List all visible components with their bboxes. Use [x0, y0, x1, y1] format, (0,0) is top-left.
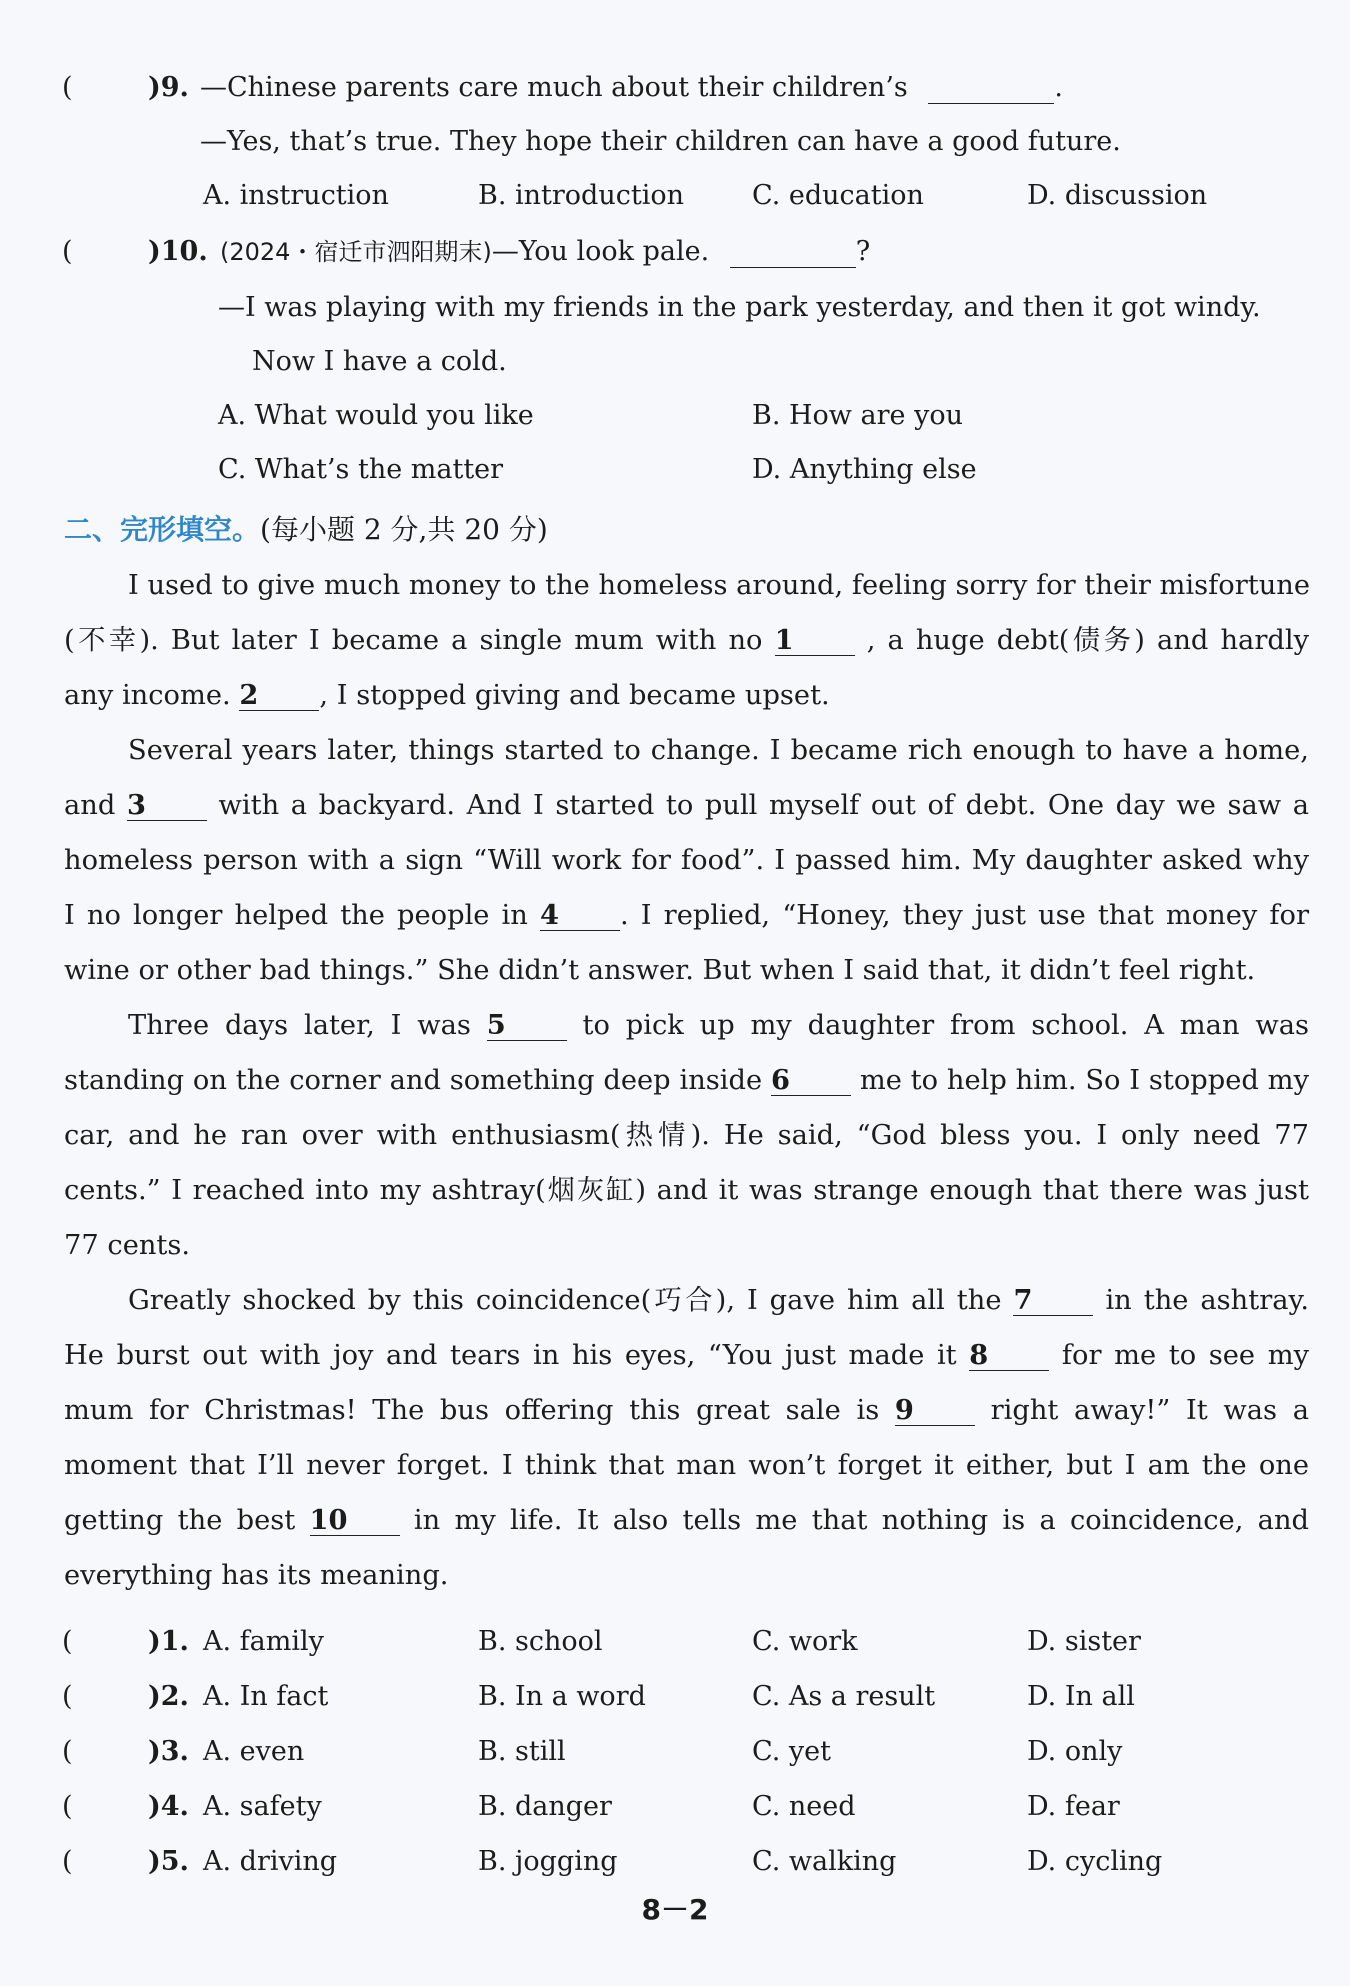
question-number: )1. — [148, 1626, 189, 1657]
question-number: )2. — [148, 1681, 189, 1712]
option-d: D. Anything else — [752, 454, 977, 485]
option-a: A. safety — [203, 1791, 322, 1822]
option-a: A. In fact — [203, 1681, 329, 1712]
option-c: C. As a result — [752, 1681, 936, 1712]
section-title: 二、完形填空。(每小题 2 分,共 20 分) — [64, 513, 548, 546]
passage-line: cents.” I reached into my ashtray(烟灰缸) and it was strange enough that there was just — [64, 1175, 1309, 1206]
option-a: A. instruction — [203, 180, 389, 211]
worksheet-page: ( )9. —Chinese parents care much about their children’s . —Yes, that’s true. They hope their children can have a good future. A. instruction B. introduction C. education D. discussion ( )10. (2024・宿迁市泗阳期末)—You look pale. ? —I was playing with my friends in the park yesterday, and then it got windy. Now I have a cold. A. What would you like B. How are you C. What’s the matter D. Anything else 二、完形填空。(每小题 2 分,共 20 分) I used to give much money to the homeless around, feeling sorry for their misfortune (不幸). But later I became a single mum with no 1 , a huge debt(债务) and hardly any income. 2 , I stopped giving and became upset. Several years later, things started to change. I became rich enough to have a home, and 3 with a backyard. And I started to pull myself out of debt. One day we saw a homeless person with a sign “Will work for food”. I passed him. My daughter asked why I no longer helped the people in 4 . I replied, “Honey, they just use that money for wine or other bad things.” She didn’t answer. But when I said that, it didn’t feel right. Three days later, I was 5 to pick up my daughter from school. A man was standing on the corner and something deep inside 6 me to help him. So I stopped my car, and he ran over with enthusiasm(热情). He said, “God bless you. I only need 77 cents.” I reached into my ashtray(烟灰缸) and it was strange enough that there was just 77 cents. Greatly shocked by this coincidence(巧合), I gave him all the 7 in the ashtray. He burst out with joy and tears in his eyes, “You just made it 8 for me to see my mum for Christmas! The bus offering this great sale is 9 right away!” It was a moment that I’ll never forget. I think that man won’t forget it either, but I am the one getting the best 10 in my life. It also tells me that nothing is a coincidence, and everything has its meaning. ( )1. A. family B. school C. work D. sister ( )2. A. In fact B. In a word C. As a result D. In all ( )3. A. even B. still C. yet D. only ( )4. A. safety B. danger C. need D. fear ( )5. A. driving B. jogging C. walking D. cycling 8－2 — [0, 0, 1350, 1986]
passage-line: homeless person with a sign “Will work for food”. I passed him. My daughter asked why — [64, 845, 1309, 876]
option-b: B. introduction — [478, 180, 684, 211]
option-b: B. How are you — [752, 400, 963, 431]
option-a: A. family — [203, 1626, 324, 1657]
option-d: D. sister — [1027, 1626, 1141, 1657]
question-number: )4. — [148, 1791, 189, 1822]
passage-line: everything has its meaning. — [64, 1560, 449, 1591]
option-d: D. In all — [1027, 1681, 1135, 1712]
page-number: 8－2 — [641, 1893, 709, 1926]
cloze-blank-9: 9 — [895, 1395, 975, 1426]
passage-line: He burst out with joy and tears in his eyes, “You just made it 8 for me to see my — [64, 1339, 1310, 1371]
answer-blank — [928, 73, 1054, 104]
passage-line: mum for Christmas! The bus offering this great sale is 9 right away!” It was a — [64, 1394, 1309, 1426]
cloze-blank-4: 4 — [540, 900, 620, 931]
option-a: A. What would you like — [218, 400, 534, 431]
question-number: )9. — [148, 72, 189, 103]
question-stem: —You look pale. — [491, 236, 710, 267]
option-c: C. walking — [752, 1846, 897, 1877]
passage-line: I used to give much money to the homeless around, feeling sorry for their misfortune — [128, 570, 1311, 601]
passage-line: Several years later, things started to change. I became rich enough to have a home, — [128, 735, 1309, 766]
question-reply: —I was playing with my friends in the park yesterday, and then it got windy. — [218, 292, 1261, 323]
cloze-blank-5: 5 — [487, 1010, 567, 1041]
question-number: )3. — [148, 1736, 189, 1767]
cloze-blank-8: 8 — [969, 1340, 1049, 1371]
cloze-blank-7: 7 — [1013, 1285, 1093, 1316]
answer-paren: ( — [62, 1846, 73, 1877]
passage-line: and 3 with a backyard. And I started to pull myself out of debt. One day we saw a — [64, 789, 1309, 821]
option-c: C. education — [752, 180, 924, 211]
cloze-blank-6: 6 — [771, 1065, 851, 1096]
cloze-blank-2: 2 — [239, 680, 319, 711]
passage-line: getting the best 10 in my life. It also tells me that nothing is a coincidence, and — [64, 1504, 1310, 1536]
option-b: B. In a word — [478, 1681, 646, 1712]
cloze-blank-1: 1 — [775, 625, 855, 656]
option-c: C. work — [752, 1626, 858, 1657]
answer-paren: ( — [62, 1736, 73, 1767]
passage-line: standing on the corner and something deep inside 6 me to help him. So I stopped my — [64, 1064, 1309, 1096]
option-c: C. What’s the matter — [218, 454, 504, 485]
passage-line: 77 cents. — [64, 1230, 191, 1261]
question-number: )10. — [148, 236, 208, 267]
option-d: D. only — [1027, 1736, 1123, 1767]
option-b: B. still — [478, 1736, 566, 1767]
cloze-blank-3: 3 — [127, 790, 207, 821]
passage-line: Three days later, I was 5 to pick up my daughter from school. A man was — [128, 1009, 1309, 1041]
option-b: B. danger — [478, 1791, 612, 1822]
option-b: B. jogging — [478, 1846, 618, 1877]
section-note: (每小题 2 分,共 20 分) — [260, 513, 548, 546]
option-d: D. discussion — [1027, 180, 1208, 211]
option-d: D. fear — [1027, 1791, 1120, 1822]
question-number: )5. — [148, 1846, 189, 1877]
answer-paren: ( — [62, 1791, 73, 1822]
answer-paren: ( — [62, 1681, 73, 1712]
passage-line: any income. 2 , I stopped giving and became upset. — [64, 679, 830, 711]
answer-paren: ( — [62, 72, 73, 103]
option-a: A. even — [203, 1736, 305, 1767]
option-c: C. need — [752, 1791, 856, 1822]
passage-line: car, and he ran over with enthusiasm(热情). He said, “God bless you. I only need 77 — [64, 1120, 1309, 1151]
passage-line: Greatly shocked by this coincidence(巧合), I gave him all the 7 in the ashtray. — [128, 1284, 1310, 1316]
passage-line: I no longer helped the people in 4 . I replied, “Honey, they just use that money for — [64, 899, 1309, 931]
option-b: B. school — [478, 1626, 603, 1657]
question-stem: —Chinese parents care much about their children’s — [200, 72, 908, 103]
question-reply: —Yes, that’s true. They hope their children can have a good future. — [200, 126, 1121, 157]
cloze-blank-10: 10 — [310, 1505, 400, 1536]
question-reply-cont: Now I have a cold. — [252, 346, 507, 377]
question-source: (2024・宿迁市泗阳期末) — [220, 238, 492, 266]
option-c: C. yet — [752, 1736, 831, 1767]
answer-blank — [730, 237, 856, 268]
passage-line: moment that I’ll never forget. I think that man won’t forget it either, but I am the one — [64, 1450, 1309, 1481]
option-d: D. cycling — [1027, 1846, 1163, 1877]
answer-paren: ( — [62, 1626, 73, 1657]
answer-paren: ( — [62, 236, 73, 267]
passage-line: wine or other bad things.” She didn’t answer. But when I said that, it didn’t feel right. — [64, 955, 1256, 986]
option-a: A. driving — [203, 1846, 338, 1877]
passage-line: (不幸). But later I became a single mum with no 1 , a huge debt(债务) and hardly — [64, 624, 1309, 656]
